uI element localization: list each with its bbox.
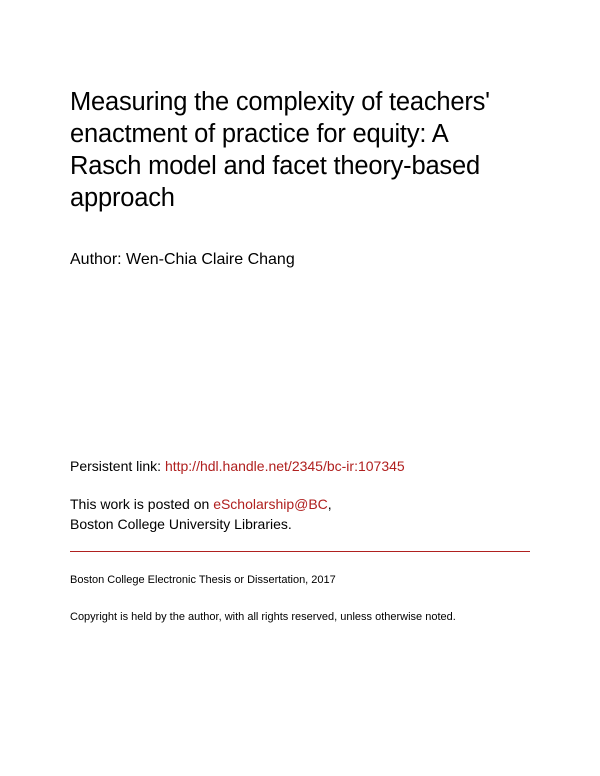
author-line: [70, 250, 295, 270]
thesis-note: Boston College Electronic Thesis or Dissertation, 2017: [70, 574, 336, 586]
title-line-2: enactment of practice for equity: A: [70, 120, 449, 148]
posted-prefix: This work is posted on: [70, 496, 210, 512]
divider-rule: [70, 551, 530, 552]
author-name: Wen-Chia Claire Chang: [126, 251, 295, 268]
copyright-note: Copyright is held by the author, with all rights reserved, unless otherwise noted.: [70, 611, 456, 623]
title-line-1: Measuring the complexity of teachers': [70, 88, 490, 116]
title-line-4: approach: [70, 184, 175, 212]
document-title: [70, 86, 540, 214]
author-label: Author:: [70, 251, 122, 268]
posted-notice: [70, 494, 332, 534]
persistent-link[interactable]: http://hdl.handle.net/2345/bc-ir:107345: [164, 458, 405, 474]
persistent-link-line: [70, 456, 405, 476]
escholarship-link[interactable]: eScholarship@BC: [213, 496, 328, 512]
library-name: Boston College University Libraries.: [70, 516, 292, 532]
title-line-3: Rasch model and facet theory-based: [70, 152, 480, 180]
posted-suffix: ,: [327, 496, 332, 512]
persistent-link-label: Persistent link:: [70, 458, 162, 474]
